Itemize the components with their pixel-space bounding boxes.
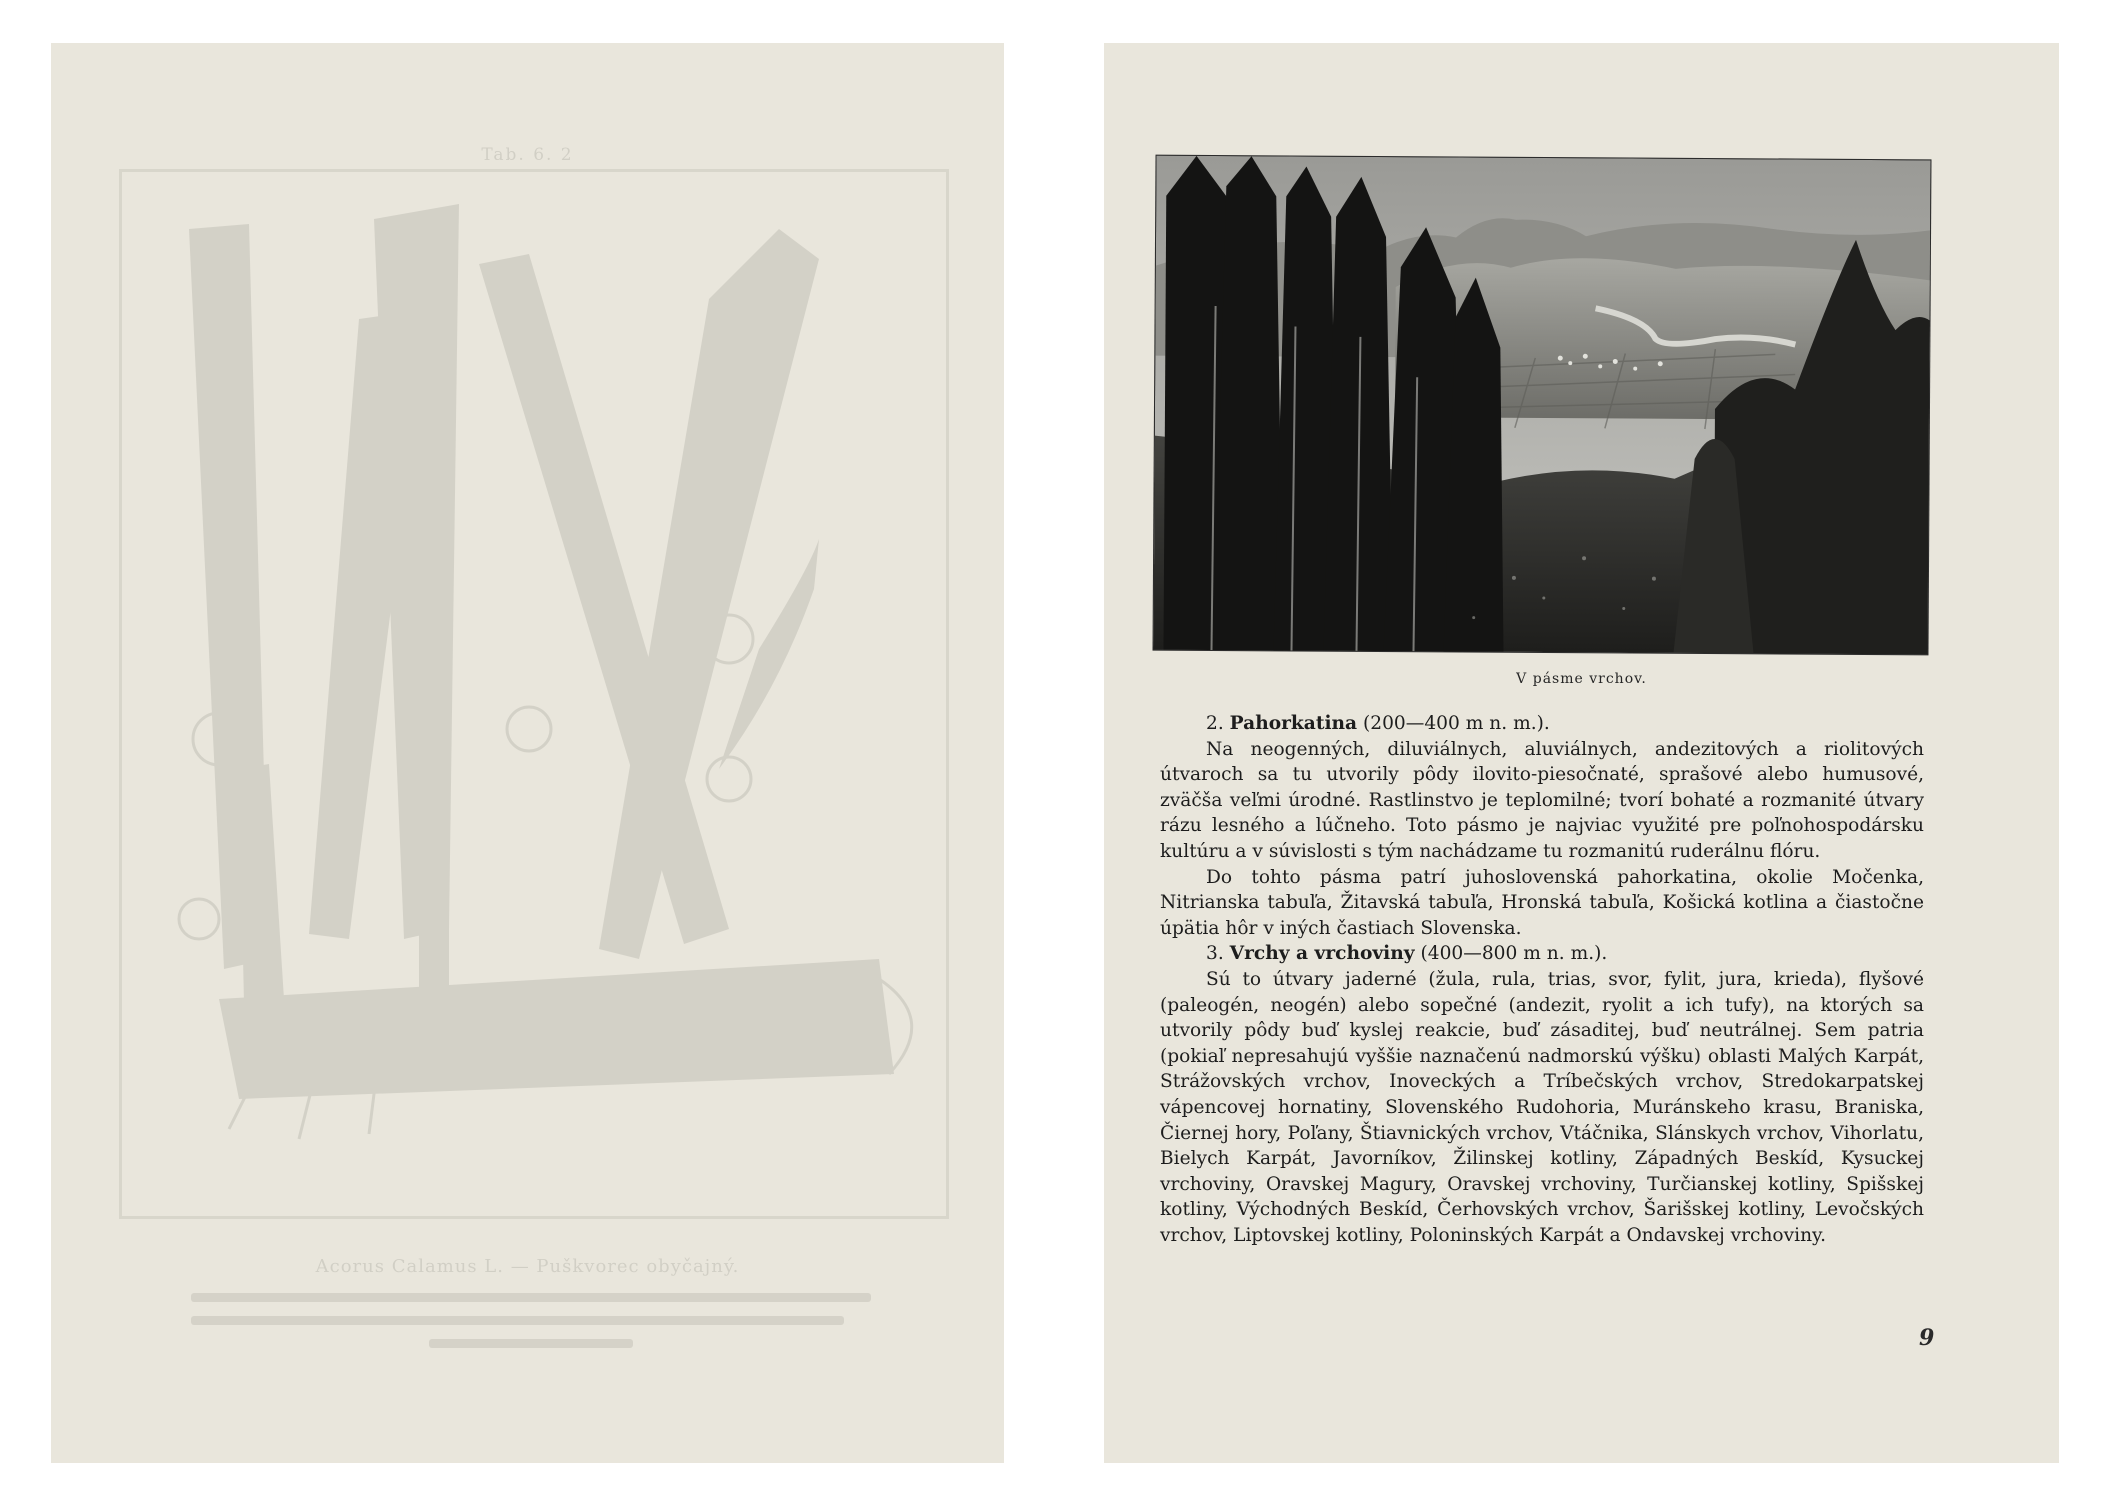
bleed-header: Tab. 6. 2 bbox=[481, 145, 574, 165]
body-text bbox=[1160, 711, 1924, 1248]
paragraph: Do tohto pásma patrí juhoslovenská pahorkatina, okolie Močenka, Nitrianska tabuľa, Žitavská tabuľa, Hronská tabuľa, Košická kotlina a čiastočne úpätia hôr v iných častiach Slovenska. bbox=[1160, 866, 1924, 939]
page-number: 9 bbox=[1919, 1325, 1935, 1351]
section-range: (400—800 m n. m.). bbox=[1420, 943, 1608, 965]
photo-forest-valley bbox=[1153, 156, 1930, 655]
left-page bbox=[51, 43, 1004, 1463]
bleed-caption-lines bbox=[191, 1293, 871, 1362]
right-page bbox=[1104, 43, 2059, 1463]
section-number: 2. bbox=[1206, 713, 1224, 734]
photo-caption: V pásme vrchov. bbox=[1516, 671, 1647, 687]
section-title: Vrchy a vrchoviny bbox=[1229, 943, 1415, 965]
section-heading bbox=[1160, 711, 1924, 737]
section-heading bbox=[1160, 941, 1924, 967]
bleed-through bbox=[51, 43, 1004, 1463]
section-range: (200—400 m n. m.). bbox=[1363, 713, 1550, 734]
bleed-caption-title: Acorus Calamus L. — Puškvorec obyčajný. bbox=[315, 1256, 740, 1277]
bleed-plant-illustration bbox=[119, 169, 949, 1219]
paragraph: Sú to útvary jaderné (žula, rula, trias, svor, fylit, jura, krieda), flyšové (paleogén, neogén) alebo sopečné (andezit, ryolit a ich tufy), na ktorých sa utvorily pôdy buď kyslej reakcie, buď zásaditej, buď neutrálnej. Sem patria (pokiaľ nepresahujú vyššie naznačenú nadmorskú výšku) oblasti Malých Karpát, Strážovských vrchov, Inoveckých a Tríbečských vrchov, Stredokarpatskej vápencovej hornatiny, Slovenského Rudohoria, Muránskeho krasu, Braniska, Čiernej hory, Poľany, Štiavnických vrchov, Vtáčnika, Slánskych vrchov, Vihorlatu, Bielych Karpát, Javorníkov, Žilinskej kotliny, Západných Beskíd, Kysuckej vrchoviny, Oravskej Magury, Oravskej vrchoviny, Turčianskej kotliny, Spišskej kotliny, Východných Beskíd, Čerhovských vrchov, Šarišskej kotliny, Levočských vrchov, Liptovskej kotliny, Poloninských Karpát a Ondavskej vrchoviny. bbox=[1160, 968, 1924, 1246]
section-title: Pahorkatina bbox=[1229, 713, 1358, 734]
landscape-photo bbox=[1153, 156, 1930, 655]
section-number: 3. bbox=[1206, 943, 1224, 965]
paragraph: Na neogenných, diluviálnych, aluviálnych, andezitových a riolitových útvaroch sa tu utvorily pôdy ilovito-piesočnaté, sprašové alebo humusové, zväčša veľmi úrodné. Rastlinstvo je teplomilné; tvorí bohaté a rozmanité útvary rázu lesného a lúčneho. Toto pásmo je najviac využité pre poľnohospodársku kultúru a v súvislosti s tým nachádzame tu rozmanitú ruderálnu flóru. bbox=[1160, 738, 1924, 862]
